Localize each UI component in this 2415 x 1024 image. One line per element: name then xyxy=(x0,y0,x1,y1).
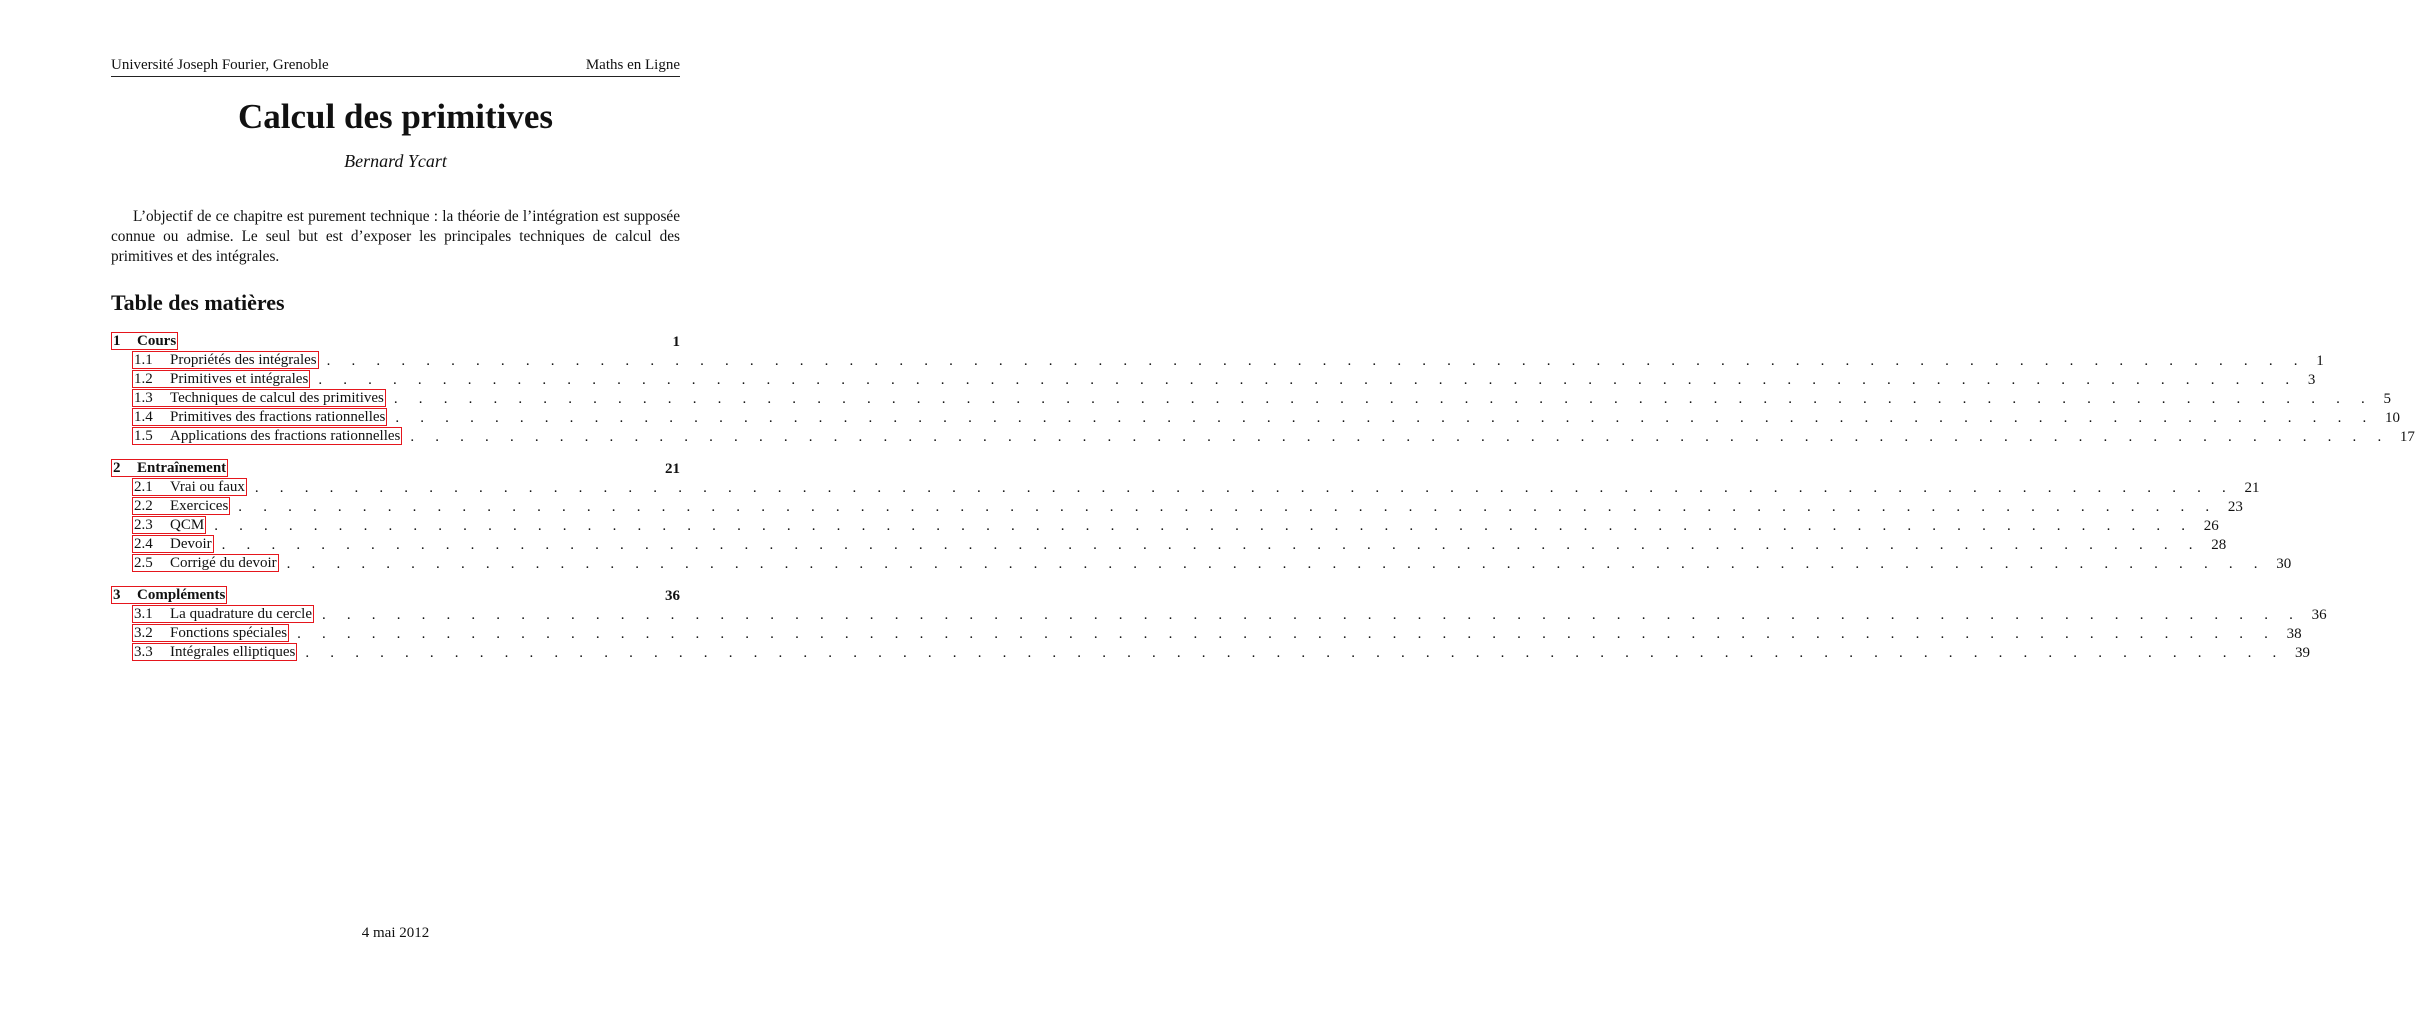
toc-page-number: 39 xyxy=(2294,645,2310,661)
toc-subsection-title: Primitives et intégrales xyxy=(170,371,309,387)
toc-section-row xyxy=(111,458,680,477)
header-institution: Université Joseph Fourier, Grenoble xyxy=(111,57,329,73)
toc-page-number: 26 xyxy=(2203,518,2219,534)
toc-page-number: 23 xyxy=(2227,499,2243,515)
toc-subsection-title: QCM xyxy=(170,517,205,533)
toc-page-number: 1 xyxy=(672,334,680,350)
toc-subsection-link[interactable] xyxy=(132,497,230,515)
toc-subsection-row xyxy=(111,426,2415,445)
toc-subsection-link[interactable] xyxy=(132,605,314,623)
toc-page-number: 3 xyxy=(2307,372,2316,388)
toc-leader-dots: . . . . . . . . . . . . . . . . . . . . . . . . . . . . . . . . . . . . . . . . . . . . . . . . . . . . . . . . . . . . . . . . . . . . . . . . . . . . . . . . xyxy=(305,645,2285,661)
toc-leader-dots: . . . . . . . . . . . . . . . . . . . . . . . . . . . . . . . . . . . . . . . . . . . . . . . . . . . . . . . . . . . . . . . . . . . . . . . . . . . . . . . . xyxy=(254,480,2235,496)
toc-leader-dots: . . . . . . . . . . . . . . . . . . . . . . . . . . . . . . . . . . . . . . . . . . . . . . . . . . . . . . . . . . . . . . . . . . . . . . . . . . . . . . . . xyxy=(322,607,2302,623)
toc-section-link[interactable] xyxy=(111,586,227,604)
toc-subsection-number: 1.1 xyxy=(134,352,153,368)
toc-section-link[interactable] xyxy=(111,332,178,350)
toc-page-number: 38 xyxy=(2286,626,2302,642)
toc-subsection-row xyxy=(111,369,2316,388)
toc-leader-dots: . . . . . . . . . . . . . . . . . . . . . . . . . . . . . . . . . . . . . . . . . . . . . . . . . . . . . . . . . . . . . . . . . . . . . . . . . . . . . . . . xyxy=(318,372,2298,388)
toc-subsection-link[interactable] xyxy=(132,624,289,642)
toc-section-row xyxy=(111,331,680,350)
toc-page-number: 17 xyxy=(2399,429,2415,445)
toc-subsection-row xyxy=(111,642,2310,661)
toc-subsection-row xyxy=(111,388,2391,407)
toc-subsection-number: 1.5 xyxy=(134,428,153,444)
toc-subsection-row xyxy=(111,515,2219,534)
document-author: Bernard Ycart xyxy=(344,151,447,171)
toc-subsection-number: 2.5 xyxy=(134,555,153,571)
toc-subsection-title: Intégrales elliptiques xyxy=(170,644,296,660)
toc-page-number: 36 xyxy=(2311,607,2327,623)
toc-subsection-title: Primitives des fractions rationnelles xyxy=(170,409,386,425)
toc-subsection-number: 3.1 xyxy=(134,606,153,622)
toc-subsection-title: Applications des fractions rationnelles xyxy=(170,428,401,444)
toc-leader-dots: . . . . . . . . . . . . . . . . . . . . . . . . . . . . . . . . . . . . . . . . . . . . . . . . . . . . . . . . . . . . . . . . . . . . . . . . . . . . . . . . xyxy=(286,556,2267,572)
toc-subsection-link[interactable] xyxy=(132,370,310,388)
header-site-name: Maths en Ligne xyxy=(585,57,680,73)
toc-subsection-link[interactable] xyxy=(132,516,206,534)
toc-subsection-link[interactable] xyxy=(132,478,247,496)
toc-subsection-row xyxy=(111,604,2327,623)
toc-section-number: 1 xyxy=(113,333,121,349)
toc-subsection-title: Techniques de calcul des primitives xyxy=(170,390,384,406)
toc-subsection-number: 3.2 xyxy=(134,625,153,641)
toc-subsection-row xyxy=(111,623,2302,642)
toc-subsection-title: La quadrature du cercle xyxy=(170,606,312,622)
toc-page-number: 36 xyxy=(665,588,680,604)
toc-subsection-link[interactable] xyxy=(132,408,387,426)
toc-subsection-row xyxy=(111,350,2324,369)
toc-subsection-number: 2.2 xyxy=(134,498,153,514)
toc-leader-dots: . . . . . . . . . . . . . . . . . . . . . . . . . . . . . . . . . . . . . . . . . . . . . . . . . . . . . . . . . . . . . . . . . . . . . . . . . . . . . . . . xyxy=(238,499,2218,515)
toc-leader-dots: . . . . . . . . . . . . . . . . . . . . . . . . . . . . . . . . . . . . . . . . . . . . . . . . . . . . . . . . . . . . . . . . . . . . . . . . . . . . . . . . xyxy=(214,518,2194,534)
abstract-paragraph: L’objectif de ce chapitre est purement technique : la théorie de l’intégration est supposée connue ou admise. Le seul but est d’exposer les principales techniques de calcul des primitives et des intégrales. xyxy=(111,208,680,265)
toc-subsection-row xyxy=(111,534,2227,553)
toc-subsection-number: 2.3 xyxy=(134,517,153,533)
toc-leader-dots: . . . . . . . . . . . . . . . . . . . . . . . . . . . . . . . . . . . . . . . . . . . . . . . . . . . . . . . . . . . . . . . . . . . . . . . . . . . . . . . . xyxy=(297,626,2277,642)
toc-subsection-link[interactable] xyxy=(132,643,297,661)
toc-leader-dots: . . . . . . . . . . . . . . . . . . . . . . . . . . . . . . . . . . . . . . . . . . . . . . . . . . . . . . . . . . . . . . . . . . . . . . . . . . . . . . . . xyxy=(393,391,2374,407)
toc-section-number: 2 xyxy=(113,460,121,476)
toc-subsection-row xyxy=(111,553,2292,572)
toc-section-title: Compléments xyxy=(137,587,226,603)
toc-subsection-title: Propriétés des intégrales xyxy=(170,352,317,368)
toc-page-number: 30 xyxy=(2276,556,2292,572)
toc-subsection-title: Fonctions spéciales xyxy=(170,625,288,641)
toc-subsection-title: Devoir xyxy=(170,536,212,552)
toc-page-number: 1 xyxy=(2316,353,2324,369)
toc-section-row xyxy=(111,585,680,604)
toc-subsection-title: Vrai ou faux xyxy=(170,479,245,495)
toc-subsection-row xyxy=(111,407,2400,426)
toc-subsection-link[interactable] xyxy=(132,389,386,407)
toc-subsection-link[interactable] xyxy=(132,427,402,445)
toc-subsection-number: 1.2 xyxy=(134,371,153,387)
toc-leader-dots: . . . . . . . . . . . . . . . . . . . . . . . . . . . . . . . . . . . . . . . . . . . . . . . . . . . . . . . . . . . . . . . . . . . . . . . . . . . . . . . . xyxy=(410,429,2390,445)
toc-subsection-number: 2.4 xyxy=(134,536,153,552)
toc-subsection-number: 2.1 xyxy=(134,479,153,495)
document-title: Calcul des primitives xyxy=(238,97,553,136)
toc-subsection-row xyxy=(111,496,2243,515)
toc-heading: Table des matières xyxy=(111,290,285,315)
toc-subsection-title: Corrigé du devoir xyxy=(170,555,277,571)
toc-subsection-number: 1.4 xyxy=(134,409,153,425)
toc-page-number: 10 xyxy=(2384,410,2400,426)
toc-section-number: 3 xyxy=(113,587,121,603)
table-of-contents xyxy=(111,331,2415,661)
toc-section-title: Entraînement xyxy=(137,460,227,476)
toc-leader-dots: . . . . . . . . . . . . . . . . . . . . . . . . . . . . . . . . . . . . . . . . . . . . . . . . . . . . . . . . . . . . . . . . . . . . . . . . . . . . . . . . xyxy=(326,353,2307,369)
toc-subsection-title: Exercices xyxy=(170,498,229,514)
toc-subsection-link[interactable] xyxy=(132,535,214,553)
toc-subsection-link[interactable] xyxy=(132,554,279,572)
toc-leader-dots: . . . . . . . . . . . . . . . . . . . . . . . . . . . . . . . . . . . . . . . . . . . . . . . . . . . . . . . . . . . . . . . . . . . . . . . . . . . . . . . . xyxy=(395,410,2375,426)
page-header xyxy=(111,56,680,77)
toc-page-number: 28 xyxy=(2211,537,2227,553)
toc-subsection-number: 3.3 xyxy=(134,644,153,660)
toc-subsection-number: 1.3 xyxy=(134,390,153,406)
toc-subsection-row xyxy=(111,477,2260,496)
toc-page-number: 21 xyxy=(2244,480,2260,496)
toc-leader-dots: . . . . . . . . . . . . . . . . . . . . . . . . . . . . . . . . . . . . . . . . . . . . . . . . . . . . . . . . . . . . . . . . . . . . . . . . . . . . . . . . xyxy=(221,537,2202,553)
toc-page-number: 5 xyxy=(2383,391,2391,407)
toc-subsection-link[interactable] xyxy=(132,351,319,369)
toc-section-title: Cours xyxy=(137,333,177,349)
toc-page-number: 21 xyxy=(665,461,680,477)
toc-section-link[interactable] xyxy=(111,459,228,477)
footer-date: 4 mai 2012 xyxy=(361,925,430,941)
